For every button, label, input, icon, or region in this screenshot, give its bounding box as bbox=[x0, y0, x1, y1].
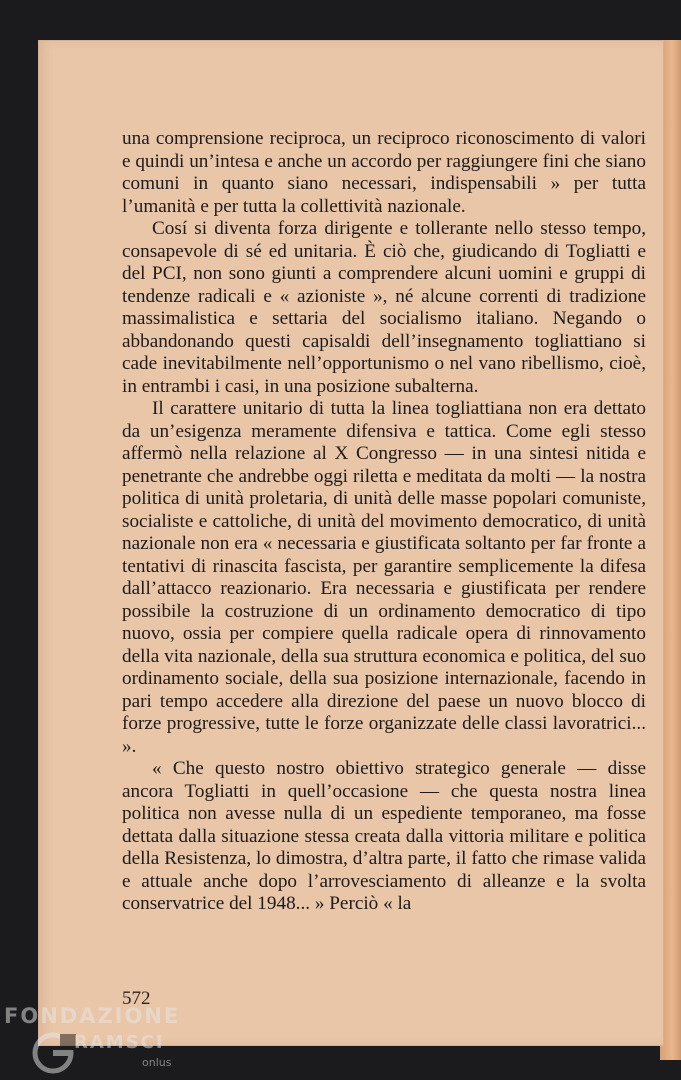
fondazione-gramsci-watermark bbox=[4, 1004, 181, 1074]
paragraph-4: « Che questo nostro obiettivo strategico generale — disse ancora Togliatti in quell’occasione — che questa nostra linea politica non avesse nulla di un espediente temporaneo, ma fosse dettata dalla situazione stessa creata dalla vittoria militare e politica della Resistenza, lo dimostra, d’altra parte, il fatto che rimase valida e attuale anche dopo l’arrovesciamento di alleanze e la svolta conservatrice del 1948... » Perciò « la bbox=[122, 758, 646, 914]
watermark-line-1: FONDAZIONE bbox=[4, 1004, 181, 1028]
body-text bbox=[122, 128, 646, 916]
paragraph-1: una comprensione reciproca, un reciproco riconoscimento di valori e quindi un’intesa e anche un accordo per raggiungere fini che siano comuni in quanto siano necessari, indispensabili » per tutta l’umanità e per tutta la collettività nazionale. bbox=[122, 128, 646, 217]
page-number: 572 bbox=[122, 988, 151, 1009]
paragraph-3: Il carattere unitario di tutta la linea togliattiana non era dettato da un’esigenza meramente difensiva e tattica. Come egli stesso affermò nella relazione al X Congresso — in una sintesi nitida e penetrante che andrebbe oggi riletta e meditata da molti — la nostra politica di unità proletaria, di unità delle masse popolari comuniste, socialiste e cattoliche, di unità del movimento democratico, di unità nazionale non era « necessaria e giustificata soltanto per far fronte a tentativi di rinascita fascista, per garantire semplicemente la difesa dall’attacco reazionario. Era necessaria e giustificata per rendere possibile la costruzione di un ordinamento democratico di tipo nuovo, ossia per compiere quella radicale opera di rinnovamento della vita nazionale, della sua struttura economica e politica, del suo ordinamento sociale, della sua posizione internazionale, facendo in pari tempo accedere alla direzione del paese un nuovo blocco di forze progressive, tutte le forze organizzate delle classi lavoratrici... ». bbox=[122, 398, 646, 757]
watermark-line-3: onlus bbox=[142, 1056, 172, 1069]
scan-background-corner bbox=[655, 0, 681, 40]
watermark-line-2: RAMSCI bbox=[74, 1032, 165, 1053]
paragraph-2: Cosí si diventa forza dirigente e tollerante nello stesso tempo, consapevole di sé ed unitaria. È ciò che, giudicando di Togliatti e del PCI, non sono giunti a comprendere alcuni uomini e gruppi di tendenze radicali e « azioniste », né alcune correnti di tradizione massimalistica e settaria del socialismo italiano. Negando o abbandonando questi capisaldi dell’insegnamento togliattiano si cade inevitabilmente nell’opportunismo o nel vano ribellismo, cioè, in entrambi i casi, in una posizione subalterna. bbox=[122, 218, 646, 397]
gramsci-logo-icon bbox=[30, 1030, 76, 1076]
